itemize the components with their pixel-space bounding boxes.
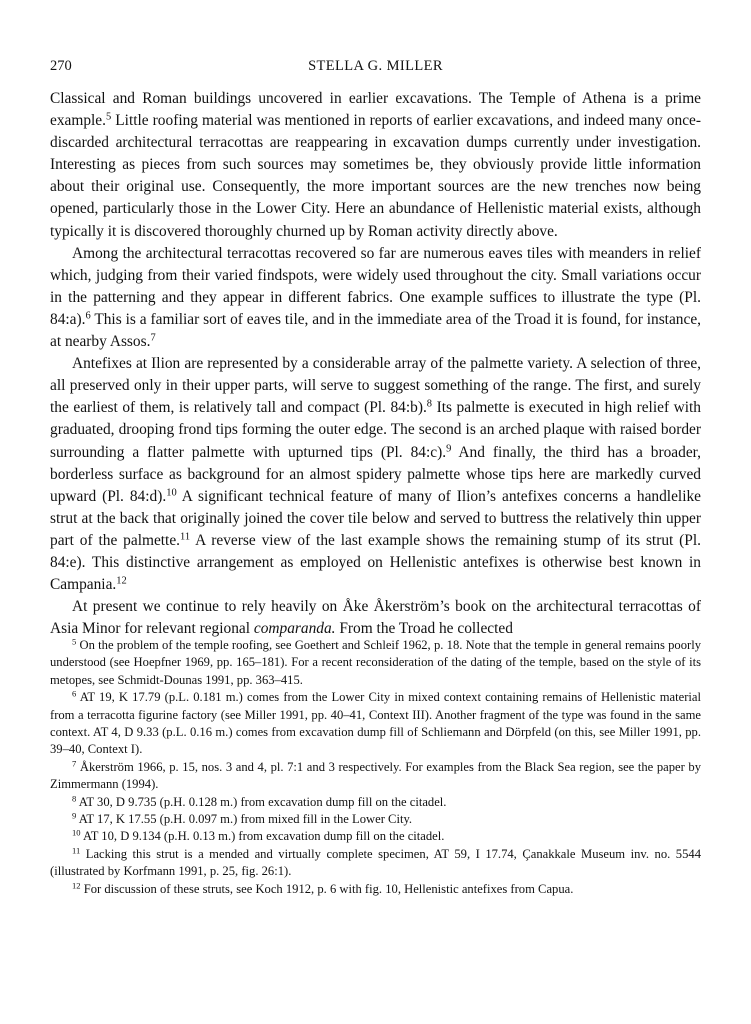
footnote-number: 5 (72, 636, 77, 647)
running-head-author: STELLA G. MILLER (308, 58, 443, 74)
footnote-ref-9[interactable]: 9 (446, 442, 452, 454)
paragraph-4: At present we continue to rely heavily on Åke Åkerström’s book on the architectural terracottas of Asia Minor for relevant regional comparanda. From the Troad he collected (50, 598, 701, 638)
page-number: 270 (50, 58, 72, 74)
footnote-text: AT 19, K 17.79 (p.L. 0.181 m.) comes from the Lower City in mixed context containing remains of Hellenistic material from a terracotta figurine factory (see Miller 1991, pp. 40–41, Context III). Another fragment of the type was found in the same context. AT 4, D 9.33 (p.L. 0.16 m.) comes from excavation dump fill of Schliemann and Dörpfeld (on this, see Miller 1991, pp. 39–40, Context I). (50, 690, 701, 757)
footnote-number: 8 (72, 792, 77, 803)
footnote-number: 6 (72, 688, 77, 699)
italic-term: comparanda. (253, 620, 336, 638)
footnote-number: 11 (72, 845, 81, 856)
footnote-text: For discussion of these struts, see Koch 1912, p. 6 with fig. 10, Hellenistic antefixes from Capua. (80, 881, 574, 896)
footnote-number: 9 (72, 810, 77, 821)
footnote-text: AT 10, D 9.134 (p.H. 0.13 m.) from excavation dump fill on the citadel. (80, 829, 445, 844)
footnote-ref-5[interactable]: 5 (105, 111, 112, 123)
footnote (50, 759, 701, 794)
footnote (50, 794, 701, 811)
footnote-ref-11[interactable]: 11 (180, 531, 191, 543)
footnote-ref-12[interactable]: 12 (116, 575, 127, 587)
footnote-number: 12 (72, 879, 81, 890)
footnote (50, 881, 701, 898)
paragraph-3: Antefixes at Ilion are represented by a considerable array of the palmette variety. A selection of three, all preserved only in their upper parts, will serve to suggest something of the range. The first, and surely the earliest of them, is relatively tall and compact (Pl. 84:b).$^8$ Its palmette is executed in high relief with graduated, drooping frond tips forming the outer edge. The second is an arched plaque with raised border surrounding a flatter palmette with upturned tips (Pl. 84:c).$^9$ And finally, the third has a broader, borderless surface as background for an almost spidery palmette whose tips here are markedly curved upward (Pl. 84:d).$^{10}$ A significant technical feature of many of Ilion’s antefixes concerns a handlelike strut at the back that originally joined the cover tile below and served to buttress the relatively thin upper part of the palmette.$^{11}$ A reverse view of the last example shows the remaining stump of its strut (Pl. 84:e). This distinctive arrangement as employed on Hellenistic antefixes is otherwise best known in Campania.$^{12}$ (50, 355, 702, 594)
footnote-ref-7[interactable]: 7 (150, 332, 156, 344)
footnote-text: Lacking this strut is a mended and virtually complete specimen, AT 59, I 17.74, Çanakkale Museum inv. no. 5544 (illustrated by Korfmann 1991, p. 25, fig. 26:1). (50, 846, 701, 879)
footnote-text: AT 17, K 17.55 (p.H. 0.097 m.) from mixed fill in the Lower City. (76, 812, 413, 827)
footnote-text: Åkerström 1966, p. 15, nos. 3 and 4, pl. 7:1 and 3 respectively. For examples from the Black Sea region, see the paper by Zimmermann (1994). (50, 759, 701, 792)
main-text (50, 88, 701, 640)
footnote-ref-10[interactable]: 10 (166, 486, 177, 498)
footnote (50, 828, 701, 845)
footnote-number: 7 (72, 758, 77, 769)
paragraph-2: Among the architectural terracottas recovered so far are numerous eaves tiles with meanders in relief which, judging from their varied findspots, were widely used throughout the city. Small variations occur in the patterning and they appear in different fabrics. One example suffices to illustrate the type (Pl. 84:a).$^6$ This is a familiar sort of eaves tile, and in the immediate area of the Troad it is found, for instance, at nearby Assos.$^7$ (50, 244, 701, 351)
footnotes (50, 637, 701, 898)
footnote (50, 811, 701, 828)
footnote (50, 637, 701, 689)
footnote-ref-6[interactable]: 6 (85, 310, 91, 322)
footnote-number: 10 (72, 827, 81, 838)
paragraph-1: Classical and Roman buildings uncovered in earlier excavations. The Temple of Athena is a prime example.$^5$ Little roofing material was mentioned in reports of earlier excavations, and indeed many once-discarded architectural terracottas are reappearing in excavation dumps currently under investigation. Interesting as pieces from such sources may sometimes be, they obviously provide little information about their original use. Consequently, the more important sources are the new trenches now being opened, particularly those in the Lower City. Here an abundance of Hellenistic material exists, although typically it is discovered thoroughly churned up by Roman activity directly above. (50, 90, 701, 240)
footnote (50, 689, 701, 759)
footnote-ref-8[interactable]: 8 (426, 398, 433, 410)
footnote-text: On the problem of the temple roofing, see Goethert and Schleif 1962, p. 18. Note that the temple in general remains poorly understood (see Hoepfner 1969, pp. 165–181). For a recent reconsideration of the dating of the temple, based on the style of its metopes, see Schmidt-Dounas 1991, pp. 363–415. (50, 638, 701, 687)
footnote-text: AT 30, D 9.735 (p.H. 0.128 m.) from excavation dump fill on the citadel. (76, 794, 447, 809)
running-header (50, 58, 701, 78)
footnote (50, 846, 701, 881)
